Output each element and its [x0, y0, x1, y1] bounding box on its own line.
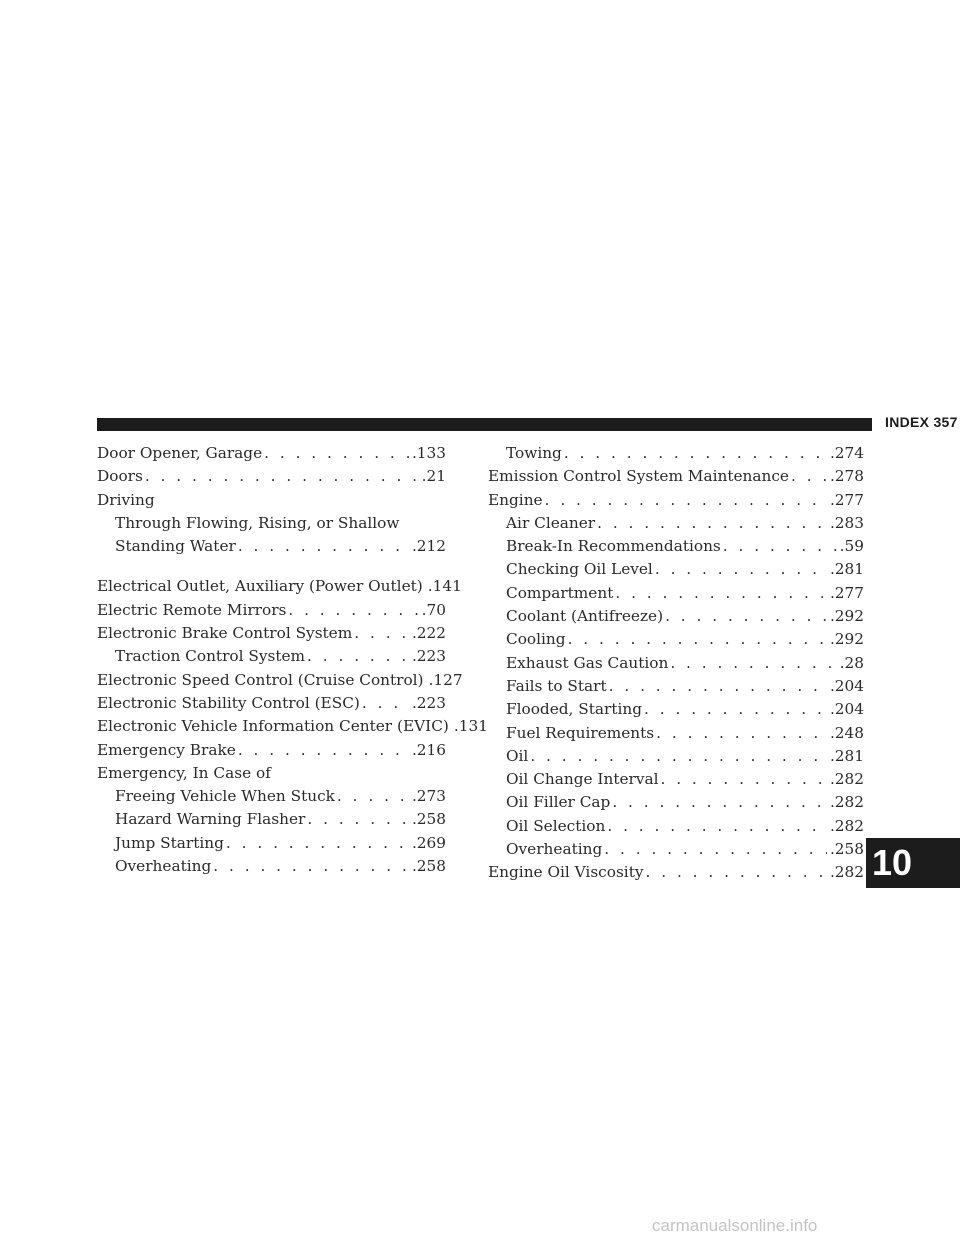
index-subentry [488, 698, 864, 721]
index-term: Standing Water [115, 537, 236, 556]
page-number: .70 [421, 600, 446, 619]
index-subentry [97, 535, 446, 558]
index-term: Doors [97, 467, 143, 486]
index-column-right [488, 442, 864, 885]
dot-leader [264, 442, 409, 465]
dot-leader [656, 722, 827, 745]
index-term: Fails to Start [506, 676, 607, 695]
dot-leader [597, 512, 827, 535]
index-subentry [488, 745, 864, 768]
dot-leader [665, 605, 827, 628]
index-term: Oil Selection [506, 816, 606, 835]
index-subentry [488, 815, 864, 838]
page-number: .204 [829, 700, 864, 719]
index-subentry [488, 558, 864, 581]
index-term: Oil Change Interval [506, 770, 659, 789]
dot-leader [791, 465, 827, 488]
dot-leader [670, 652, 836, 675]
page-number: .281 [829, 560, 864, 579]
index-entry [97, 692, 446, 715]
dot-leader [238, 739, 409, 762]
page-number: .212 [411, 537, 446, 556]
header-rule [97, 418, 872, 431]
dot-leader [238, 535, 409, 558]
index-term: Freeing Vehicle When Stuck [115, 787, 335, 806]
index-term: Electronic Speed Control (Cruise Control) [97, 670, 424, 689]
dot-leader [615, 582, 827, 605]
watermark: carmanualsonline.info [652, 1216, 818, 1235]
dot-leader [644, 698, 827, 721]
index-term: Engine [488, 490, 543, 509]
index-entry [97, 669, 463, 692]
index-column-left [97, 442, 488, 878]
index-term: Compartment [506, 583, 614, 602]
index-term: Overheating [115, 857, 212, 876]
chapter-number: 10 [872, 842, 913, 883]
index-term: Electronic Brake Control System [97, 624, 353, 643]
dot-leader [612, 791, 827, 814]
index-subentry [488, 722, 864, 745]
dot-leader [226, 832, 409, 855]
index-subentry [97, 785, 446, 808]
page-number: .204 [829, 676, 864, 695]
page-number: .258 [411, 810, 446, 829]
index-entry [97, 442, 446, 465]
index-term: Through Flowing, Rising, or Shallow [115, 513, 400, 532]
page-number: .258 [829, 840, 864, 859]
page-number: .258 [411, 857, 446, 876]
dot-leader [568, 628, 827, 651]
index-term: Emission Control System Maintenance [488, 467, 789, 486]
index-term: Flooded, Starting [506, 700, 643, 719]
index-entry [97, 762, 446, 785]
index-term: Emergency, In Case of [97, 763, 271, 782]
page-number: .133 [411, 444, 446, 462]
index-term: Door Opener, Garage [97, 444, 263, 462]
index-term: Coolant (Antifreeze) [506, 607, 664, 626]
page-number: .28 [839, 653, 864, 672]
page-number: .269 [411, 833, 446, 852]
index-term: Towing [506, 444, 562, 462]
dot-leader [530, 745, 827, 768]
index-subentry [488, 628, 864, 651]
index-entry [97, 599, 446, 622]
page-number: .278 [829, 467, 864, 486]
page-number: .282 [829, 863, 864, 882]
index-subentry [488, 838, 864, 861]
index-subentry [97, 645, 446, 668]
index-subentry [488, 768, 864, 791]
dot-leader [607, 815, 827, 838]
index-subentry [488, 652, 864, 675]
index-term: Jump Starting [115, 833, 224, 852]
index-term: Driving [97, 490, 155, 509]
page-number: .131 [453, 717, 488, 736]
index-subentry [97, 512, 446, 535]
index-term: Break-In Recommendations [506, 537, 721, 556]
index-subentry [488, 605, 864, 628]
index-term: Exhaust Gas Caution [506, 653, 669, 672]
index-subentry [488, 442, 864, 465]
page-number: .141 [427, 577, 462, 596]
page-number: .282 [829, 816, 864, 835]
dot-leader [604, 838, 827, 861]
page-number: .21 [421, 467, 446, 486]
index-subentry [97, 808, 446, 831]
index-term: Electric Remote Mirrors [97, 600, 287, 619]
index-entry [488, 489, 864, 512]
index-term: Engine Oil Viscosity [488, 863, 644, 882]
dot-leader [609, 675, 827, 698]
dot-leader [655, 558, 827, 581]
index-term: Hazard Warning Flasher [115, 810, 306, 829]
index-subentry [488, 512, 864, 535]
index-subentry [488, 791, 864, 814]
index-term: Overheating [506, 840, 603, 859]
page-number: .59 [839, 537, 864, 556]
page-number: .292 [829, 630, 864, 649]
dot-leader [213, 855, 409, 878]
index-term: Fuel Requirements [506, 723, 655, 742]
page-number: .292 [829, 607, 864, 626]
dot-leader [288, 599, 418, 622]
page-number: .277 [829, 583, 864, 602]
page-number: .283 [829, 513, 864, 532]
page-number: .248 [829, 723, 864, 742]
page-number: .277 [829, 490, 864, 509]
running-header: INDEX 357 [885, 414, 958, 430]
page-number: .273 [411, 787, 446, 806]
dot-leader [337, 785, 409, 808]
index-entry [488, 861, 864, 884]
page-number: .222 [411, 624, 446, 643]
page-number: .223 [411, 647, 446, 666]
dot-leader [354, 622, 409, 645]
index-term: Oil Filler Cap [506, 793, 611, 812]
index-entry [97, 715, 488, 738]
index-term: Electrical Outlet, Auxiliary (Power Outlet) [97, 577, 423, 596]
page-number: .281 [829, 746, 864, 765]
index-term: Electronic Stability Control (ESC) [97, 693, 360, 712]
dot-leader [307, 808, 409, 831]
index-term: Electronic Vehicle Information Center (EVIC) [97, 717, 449, 736]
dot-leader [660, 768, 826, 791]
index-entry [97, 489, 446, 512]
page-number: .223 [411, 693, 446, 712]
page-number: .274 [829, 444, 864, 462]
index-term: Emergency Brake [97, 740, 236, 759]
page-number: .282 [829, 770, 864, 789]
page-number: .127 [428, 670, 463, 689]
page-number: .216 [411, 740, 446, 759]
index-subentry [488, 535, 864, 558]
dot-leader [145, 465, 419, 488]
index-entry [488, 465, 864, 488]
index-entry [97, 622, 446, 645]
index-subentry [488, 675, 864, 698]
index-entry [97, 575, 462, 598]
dot-leader [307, 645, 409, 668]
dot-leader [646, 861, 827, 884]
index-term: Cooling [506, 630, 566, 649]
dot-leader [723, 535, 837, 558]
index-subentry [97, 832, 446, 855]
index-term: Air Cleaner [506, 513, 596, 532]
index-subentry [488, 582, 864, 605]
dot-leader [564, 442, 827, 465]
index-term: Oil [506, 746, 529, 765]
index-subentry [97, 855, 446, 878]
index-entry [97, 739, 446, 762]
page-number: .282 [829, 793, 864, 812]
dot-leader [362, 692, 409, 715]
index-entry [97, 465, 446, 488]
index-term: Traction Control System [115, 647, 306, 666]
dot-leader [545, 489, 827, 512]
index-term: Checking Oil Level [506, 560, 653, 579]
